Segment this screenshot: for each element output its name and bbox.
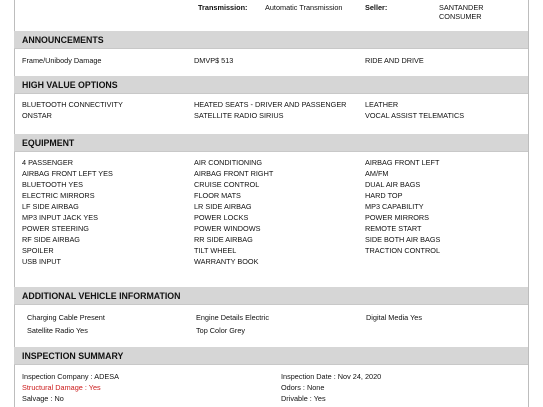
equipment-item: AIRBAG FRONT LEFT YES (22, 169, 113, 178)
equipment-item: RR SIDE AIRBAG (194, 235, 253, 244)
equipment-item: BLUETOOTH YES (22, 180, 83, 189)
equipment-item: ELECTRIC MIRRORS (22, 191, 95, 200)
salvage-status: Salvage : No (22, 394, 64, 403)
info-item: Satellite Radio Yes (27, 326, 88, 335)
announcements-header: ANNOUNCEMENTS (14, 31, 528, 49)
option-item: BLUETOOTH CONNECTIVITY (22, 100, 123, 109)
equipment-col-2 (194, 157, 273, 267)
inspection-summary-header: INSPECTION SUMMARY (14, 347, 528, 365)
equipment-item: POWER LOCKS (194, 213, 249, 222)
equipment-item: WARRANTY BOOK (194, 257, 259, 266)
transmission-value: Automatic Transmission (265, 3, 343, 12)
equipment-item: MP3 INPUT JACK YES (22, 213, 98, 222)
equipment-item: SIDE BOTH AIR BAGS (365, 235, 441, 244)
odors-status: Odors : None (281, 383, 325, 392)
equipment-item: HARD TOP (365, 191, 403, 200)
inspection-company: Inspection Company : ADESA (22, 372, 119, 381)
equipment-item: AIR CONDITIONING (194, 158, 263, 167)
high-value-col-1 (22, 99, 123, 121)
page-border-right (528, 0, 529, 407)
equipment-item: POWER WINDOWS (194, 224, 261, 233)
structural-damage: Structural Damage : Yes (22, 383, 101, 392)
additional-col-2 (196, 311, 269, 337)
option-item: SATELLITE RADIO SIRIUS (194, 111, 284, 120)
equipment-item: CRUISE CONTROL (194, 180, 260, 189)
additional-col-1 (27, 311, 105, 337)
seller-value-line1: SANTANDER (439, 3, 484, 12)
seller-label: Seller: (365, 3, 388, 12)
option-item: LEATHER (365, 100, 399, 109)
equipment-item: DUAL AIR BAGS (365, 180, 421, 189)
option-item: VOCAL ASSIST TELEMATICS (365, 111, 465, 120)
drivable-status: Drivable : Yes (281, 394, 326, 403)
equipment-item: AIRBAG FRONT RIGHT (194, 169, 274, 178)
equipment-item: AM/FM (365, 169, 389, 178)
info-item: Charging Cable Present (27, 313, 105, 322)
option-item: HEATED SEATS - DRIVER AND PASSENGER (194, 100, 347, 109)
equipment-header: EQUIPMENT (14, 134, 528, 152)
additional-info-header: ADDITIONAL VEHICLE INFORMATION (14, 287, 528, 305)
transmission-label: Transmission: (198, 3, 248, 12)
equipment-item: MP3 CAPABILITY (365, 202, 424, 211)
page-border-left (14, 0, 15, 407)
equipment-item: TRACTION CONTROL (365, 246, 440, 255)
additional-col-3 (366, 311, 422, 324)
inspection-col-1 (22, 371, 119, 404)
info-item: Engine Details Electric (196, 313, 270, 322)
high-value-options-header: HIGH VALUE OPTIONS (14, 76, 528, 94)
equipment-item: 4 PASSENGER (22, 158, 73, 167)
announcement-item: Frame/Unibody Damage (22, 56, 102, 65)
equipment-col-3 (365, 157, 440, 256)
high-value-col-2 (194, 99, 346, 121)
equipment-item: AIRBAG FRONT LEFT (365, 158, 440, 167)
equipment-item: REMOTE START (365, 224, 422, 233)
vehicle-summary-row (0, 3, 543, 23)
equipment-item: POWER MIRRORS (365, 213, 430, 222)
option-item: ONSTAR (22, 111, 52, 120)
equipment-item: FLOOR MATS (194, 191, 241, 200)
inspection-date: Inspection Date : Nov 24, 2020 (281, 372, 382, 381)
equipment-item: RF SIDE AIRBAG (22, 235, 80, 244)
equipment-item: LR SIDE AIRBAG (194, 202, 252, 211)
equipment-item: TILT WHEEL (194, 246, 237, 255)
announcement-item: DMVP$ 513 (194, 56, 234, 65)
equipment-item: LF SIDE AIRBAG (22, 202, 79, 211)
equipment-item: USB INPUT (22, 257, 61, 266)
info-item: Digital Media Yes (366, 313, 422, 322)
info-item: Top Color Grey (196, 326, 246, 335)
high-value-col-3 (365, 99, 464, 121)
inspection-col-2 (281, 371, 381, 404)
seller-value-line2: CONSUMER (439, 12, 482, 21)
announcement-item: RIDE AND DRIVE (365, 56, 424, 65)
equipment-item: POWER STEERING (22, 224, 89, 233)
equipment-item: SPOILER (22, 246, 54, 255)
equipment-col-1 (22, 157, 113, 267)
